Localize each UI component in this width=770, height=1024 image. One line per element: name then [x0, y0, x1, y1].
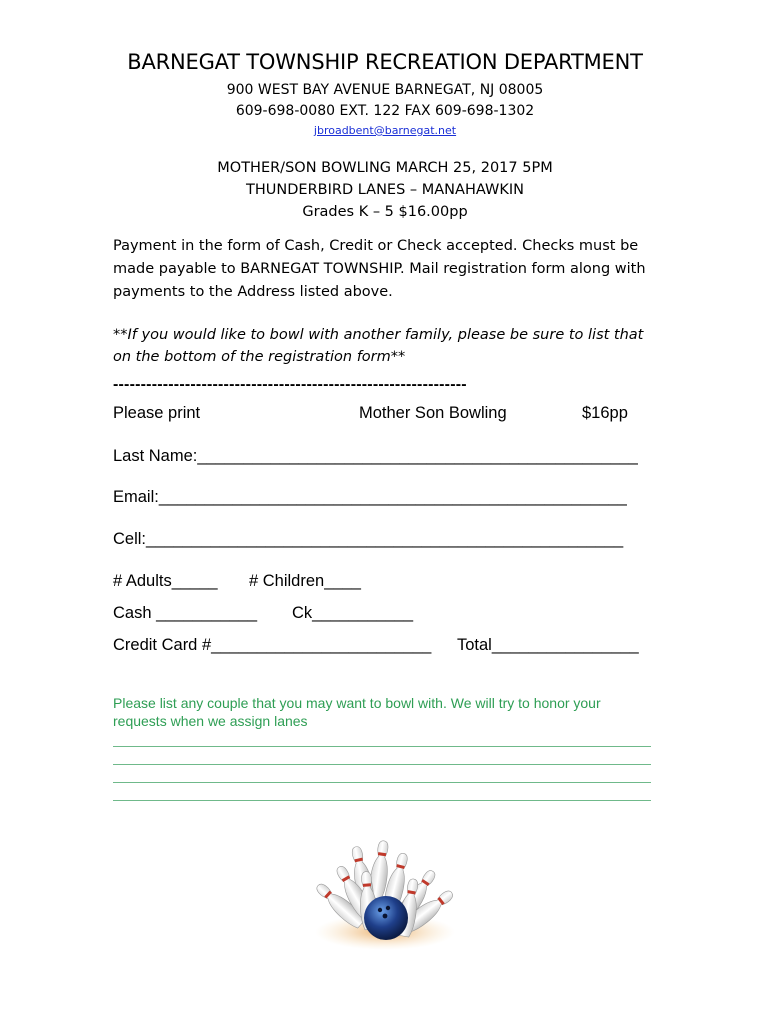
payment-text-line: payments to the Address listed above.: [113, 284, 393, 300]
price-label: $16pp: [582, 404, 628, 422]
cell-field[interactable]: Cell:____________________________________________________: [113, 530, 624, 548]
email-field[interactable]: Email:___________________________________________________: [113, 488, 627, 506]
section-divider: ----------------------------------------------------------------: [113, 376, 467, 393]
payment-text-line: made payable to BARNEGAT TOWNSHIP. Mail registration form along with: [113, 261, 646, 277]
event-name-label: Mother Son Bowling: [359, 404, 507, 422]
family-note-line: on the bottom of the registration form**: [113, 349, 406, 365]
couple-entry-line[interactable]: [113, 746, 651, 747]
couple-request-text: Please list any couple that you may want to bowl with. We will try to honor your: [113, 695, 601, 711]
event-venue: THUNDERBIRD LANES – MANAHAWKIN: [246, 182, 524, 198]
please-print-label: Please print: [113, 404, 201, 422]
department-phone: 609-698-0080 EXT. 122 FAX 609-698-1302: [235, 103, 535, 119]
couple-entry-line[interactable]: [113, 800, 651, 801]
department-address: 900 WEST BAY AVENUE BARNEGAT, NJ 08005: [226, 82, 544, 98]
family-note-line: **If you would like to bowl with another family, please be sure to list that: [113, 327, 644, 343]
couple-request-text: requests when we assign lanes: [113, 713, 308, 729]
check-field[interactable]: Ck___________: [292, 604, 414, 622]
couple-entry-line[interactable]: [113, 782, 651, 783]
total-field[interactable]: Total________________: [457, 636, 639, 654]
bowling-pins-and-ball-icon: [300, 830, 470, 955]
page-title: BARNEGAT TOWNSHIP RECREATION DEPARTMENT: [127, 50, 643, 74]
payment-text-line: Payment in the form of Cash, Credit or Check accepted. Checks must be: [113, 238, 639, 254]
last-name-field[interactable]: Last Name:________________________________________________: [113, 447, 638, 465]
department-email-link[interactable]: jbroadbent@barnegat.net: [313, 124, 457, 137]
event-title: MOTHER/SON BOWLING MARCH 25, 2017 5PM: [217, 160, 553, 176]
cash-field[interactable]: Cash ___________: [113, 604, 258, 622]
credit-card-field[interactable]: Credit Card #________________________: [113, 636, 432, 654]
event-grades-price: Grades K – 5 $16.00pp: [302, 204, 468, 220]
children-field[interactable]: # Children____: [249, 572, 361, 590]
adults-field[interactable]: # Adults_____: [113, 572, 218, 590]
couple-entry-line[interactable]: [113, 764, 651, 765]
